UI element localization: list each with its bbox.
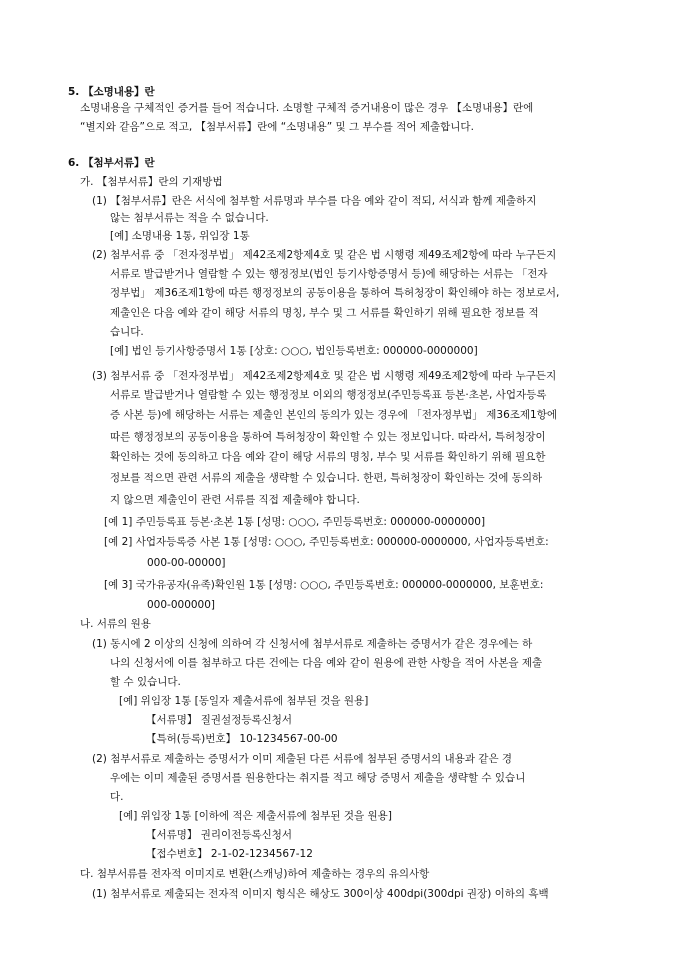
section-5-line: “별지와 같음”으로 적고, 【첨부서류】란에 “소명내용” 및 그 부수를 적어 제출합니다.: [80, 121, 474, 133]
paragraph-line: 확인하는 것에 동의하고 다음 예와 같이 해당 서류의 명칭, 부수 및 서류를 확인하기 위해 필요한: [110, 451, 546, 463]
paragraph-line: 다.: [110, 791, 124, 803]
example-line: [예 3] 국가유공자(유족)확인원 1통 [성명: ○○○, 주민등록번호: 000000-0000000, 보훈번호:: [104, 579, 544, 591]
paragraph-line: 제출인은 다음 예와 같이 해당 서류의 명칭, 부수 및 그 서류를 확인하기 위해 필요한 정보를 적: [110, 307, 539, 319]
paragraph-line: (1) 【첨부서류】란은 서식에 첨부할 서류명과 부수를 다음 예와 같이 적되, 서식과 함께 제출하지: [92, 195, 537, 207]
paragraph-line: 지 않으면 제출인이 관련 서류를 직접 제출해야 합니다.: [110, 494, 360, 506]
example-line: [예 2] 사업자등록증 사본 1통 [성명: ○○○, 주민등록번호: 000000-0000000, 사업자등록번호:: [104, 536, 549, 548]
example-line: [예] 위임장 1통 [동일자 제출서류에 첨부된 것을 원용]: [119, 695, 369, 707]
section-5-line: 소명내용을 구체적인 증거를 들어 적습니다. 소명할 구체적 증거내용이 많은 경우 【소명내용】란에: [80, 102, 534, 114]
paragraph-line: 서류로 발급받거나 열람할 수 있는 행정정보(법인 등기사항증명서 등)에 해당하는 서류는 「전자: [110, 268, 548, 280]
paragraph-line: (1) 첨부서류로 제출되는 전자적 이미지 형식은 해상도 300이상 400dpi(300dpi 권장) 이하의 흑백: [92, 888, 549, 900]
paragraph-line: 서류로 발급받거나 열람할 수 있는 행정정보 이외의 행정정보(주민등록표 등본·초본, 사업자등록: [110, 389, 547, 401]
example-line: [예] 위임장 1통 [이하에 적은 제출서류에 첨부된 것을 원용]: [119, 810, 392, 822]
paragraph-line: 정부법」 제36조제1항에 따른 행정정보의 공동이용을 통하여 특허청장이 확인해야 하는 정보로서,: [110, 287, 560, 299]
paragraph-line: (2) 첨부서류 중 「전자정부법」 제42조제2항제4호 및 같은 법 시행령 제49조제2항에 따라 누구든지: [92, 249, 557, 261]
paragraph-line: (3) 첨부서류 중 「전자정부법」 제42조제2항제4호 및 같은 법 시행령 제49조제2항에 따라 누구든지: [92, 370, 557, 382]
section-5-heading: 5. 【소명내용】란: [68, 86, 155, 98]
paragraph-line: (1) 동시에 2 이상의 신청에 의하여 각 신청서에 첨부서류로 제출하는 증명서가 같은 경우에는 하: [92, 638, 533, 650]
example-line: 【서류명】 권리이전등록신청서: [146, 829, 293, 841]
subsection-da-heading: 다. 첨부서류를 전자적 이미지로 변환(스캐닝)하여 제출하는 경우의 유의사항: [80, 868, 430, 880]
example-line: [예] 소명내용 1통, 위임장 1통: [110, 230, 250, 242]
paragraph-line: 증 사본 등)에 해당하는 서류는 제출인 본인의 동의가 있는 경우에 「전자정부법」 제36조제1항에: [110, 409, 557, 421]
example-line: 【접수번호】 2-1-02-1234567-12: [146, 848, 313, 860]
subsection-ga-heading: 가. 【첨부서류】란의 기재방법: [80, 176, 223, 188]
example-line: [예] 법인 등기사항증명서 1통 [상호: ○○○, 법인등록번호: 000000-0000000]: [110, 345, 478, 357]
section-6-heading: 6. 【첨부서류】란: [68, 157, 155, 169]
example-line: 000-000000]: [147, 599, 216, 611]
example-line: 000-00-00000]: [147, 557, 226, 569]
paragraph-line: (2) 첨부서류로 제출하는 증명서가 이미 제출된 다른 서류에 첨부된 증명서의 내용과 같은 경: [92, 753, 513, 765]
subsection-na-heading: 나. 서류의 원용: [80, 618, 151, 630]
paragraph-line: 따른 행정정보의 공동이용을 통하여 특허청장이 확인할 수 있는 정보입니다. 따라서, 특허청장이: [110, 431, 546, 443]
example-line: 【특허(등록)번호】 10-1234567-00-00: [146, 733, 338, 745]
example-line: [예 1] 주민등록표 등본·초본 1통 [성명: ○○○, 주민등록번호: 000000-0000000]: [104, 516, 486, 528]
paragraph-line: 정보를 적으면 관련 서류의 제출을 생략할 수 있습니다. 한편, 특허청장이 확인하는 것에 동의하: [110, 472, 543, 484]
paragraph-line: 할 수 있습니다.: [110, 676, 181, 688]
paragraph-line: 우에는 이미 제출된 증명서를 원용한다는 취지를 적고 해당 증명서 제출을 생략할 수 있습니: [110, 772, 526, 784]
paragraph-line: 않는 첨부서류는 적을 수 없습니다.: [110, 212, 269, 224]
example-line: 【서류명】 질권설정등록신청서: [146, 714, 293, 726]
paragraph-line: 습니다.: [110, 326, 144, 338]
paragraph-line: 나의 신청서에 이를 첨부하고 다른 건에는 다음 예와 같이 원용에 관한 사항을 적어 사본을 제출: [110, 657, 543, 669]
